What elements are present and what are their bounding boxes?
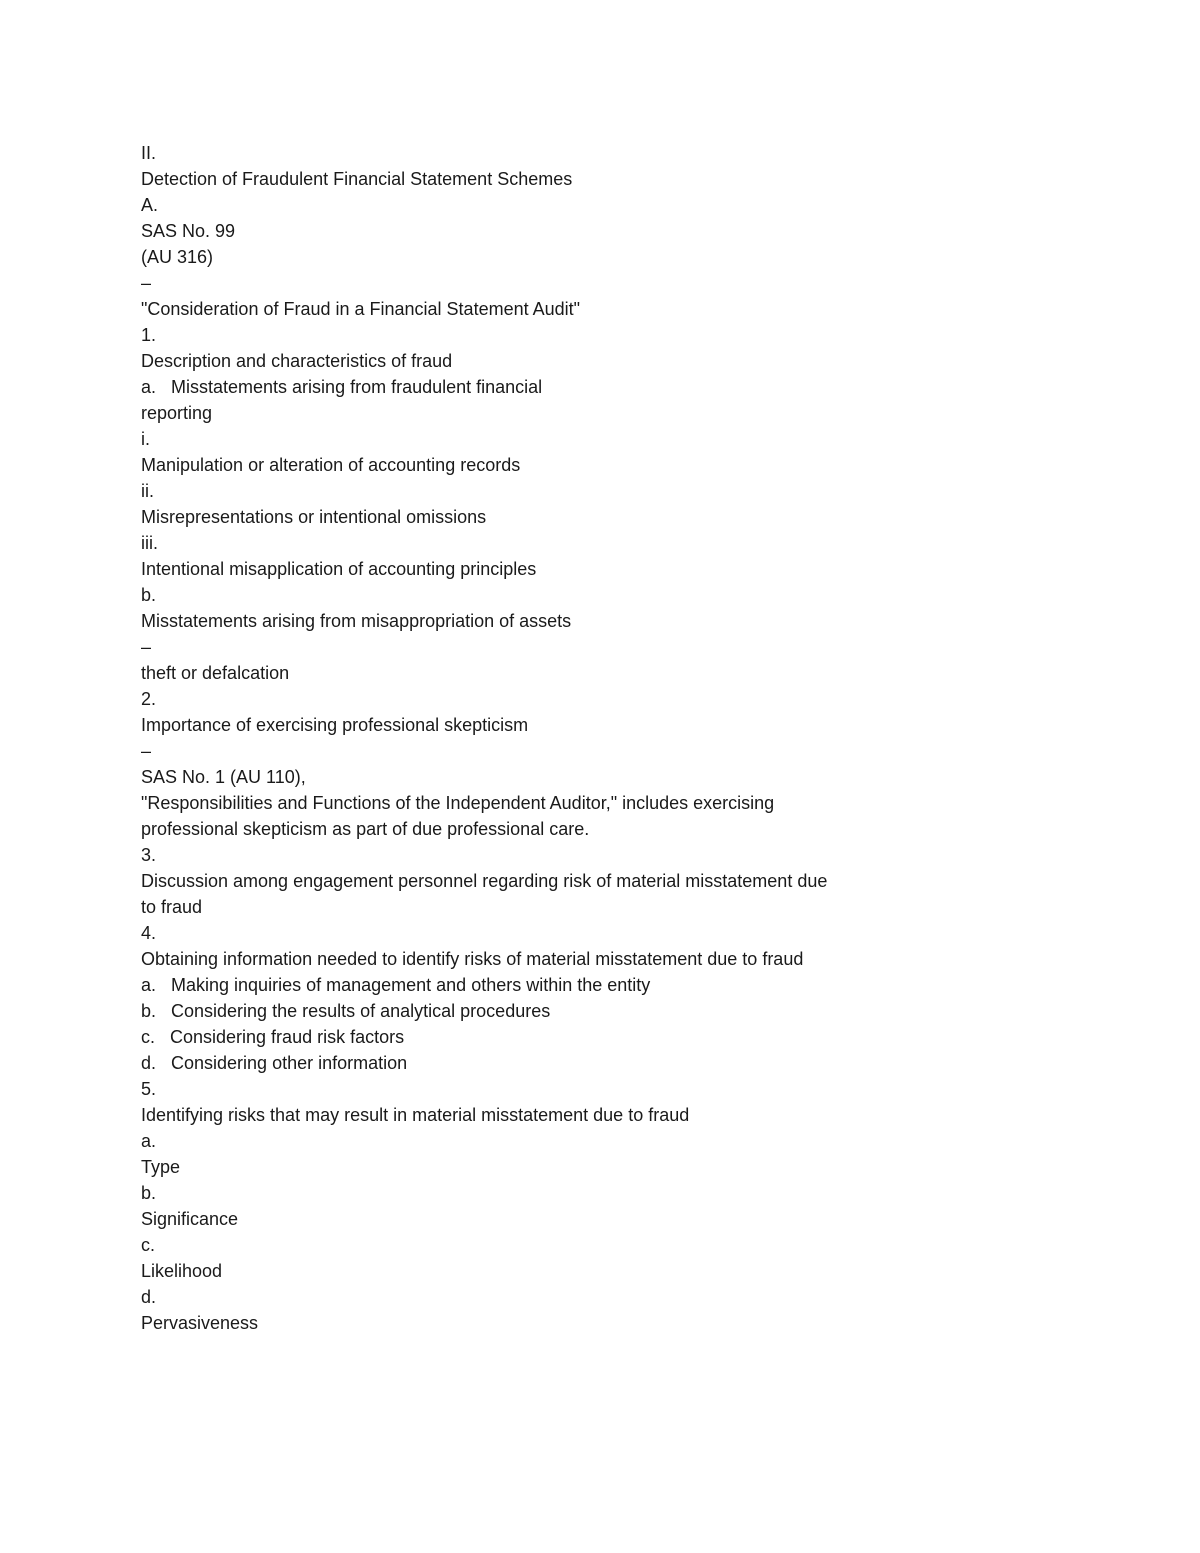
- list-letter: a.: [141, 1131, 157, 1151]
- list-item: Significance: [141, 1209, 239, 1229]
- item-number: 2.: [141, 689, 157, 709]
- item-heading-continuation: to fraud: [141, 897, 203, 917]
- list-item: Manipulation or alteration of accounting records: [141, 455, 521, 475]
- roman-numeral: iii.: [141, 533, 158, 553]
- standard-reference: SAS No. 1 (AU 110),: [141, 767, 306, 787]
- subsection-letter: A.: [141, 195, 159, 215]
- item-heading: Identifying risks that may result in material misstatement due to fraud: [141, 1105, 690, 1125]
- section-number: II.: [141, 143, 157, 163]
- dash-separator: –: [141, 741, 152, 761]
- list-item-continuation: theft or defalcation: [141, 663, 290, 683]
- paragraph-text: "Responsibilities and Functions of the Independent Auditor," includes exercising: [141, 793, 775, 813]
- list-item: b. Considering the results of analytical procedures: [141, 1001, 551, 1021]
- list-item: Type: [141, 1157, 181, 1177]
- list-item: a. Making inquiries of management and others within the entity: [141, 975, 651, 995]
- list-item: Misrepresentations or intentional omissions: [141, 507, 487, 527]
- item-number: 4.: [141, 923, 157, 943]
- list-letter: c.: [141, 1235, 156, 1255]
- item-heading: Discussion among engagement personnel regarding risk of material misstatement due: [141, 871, 828, 891]
- section-title: Detection of Fraudulent Financial Statement Schemes: [141, 169, 573, 189]
- item-number: 3.: [141, 845, 157, 865]
- list-letter: d.: [141, 1287, 157, 1307]
- standard-title: "Consideration of Fraud in a Financial Statement Audit": [141, 299, 581, 319]
- item-number: 1.: [141, 325, 157, 345]
- roman-numeral: ii.: [141, 481, 154, 501]
- dash-separator: –: [141, 637, 152, 657]
- list-item: Pervasiveness: [141, 1313, 259, 1333]
- list-item: Intentional misapplication of accounting principles: [141, 559, 537, 579]
- roman-numeral: i.: [141, 429, 150, 449]
- paragraph-text: professional skepticism as part of due professional care.: [141, 819, 590, 839]
- document-body: [141, 140, 1041, 1336]
- list-letter: b.: [141, 585, 157, 605]
- dash-separator: –: [141, 273, 152, 293]
- list-item: Misstatements arising from misappropriation of assets: [141, 611, 572, 631]
- list-item: a. Misstatements arising from fraudulent financial: [141, 377, 543, 397]
- list-item: c. Considering fraud risk factors: [141, 1027, 405, 1047]
- item-heading: Importance of exercising professional skepticism: [141, 715, 529, 735]
- list-letter: b.: [141, 1183, 157, 1203]
- item-number: 5.: [141, 1079, 157, 1099]
- standard-reference: (AU 316): [141, 247, 214, 267]
- item-heading: Description and characteristics of fraud: [141, 351, 453, 371]
- standard-name: SAS No. 99: [141, 221, 236, 241]
- list-item-continuation: reporting: [141, 403, 213, 423]
- list-item: Likelihood: [141, 1261, 223, 1281]
- item-heading: Obtaining information needed to identify risks of material misstatement due to fraud: [141, 949, 804, 969]
- list-item: d. Considering other information: [141, 1053, 408, 1073]
